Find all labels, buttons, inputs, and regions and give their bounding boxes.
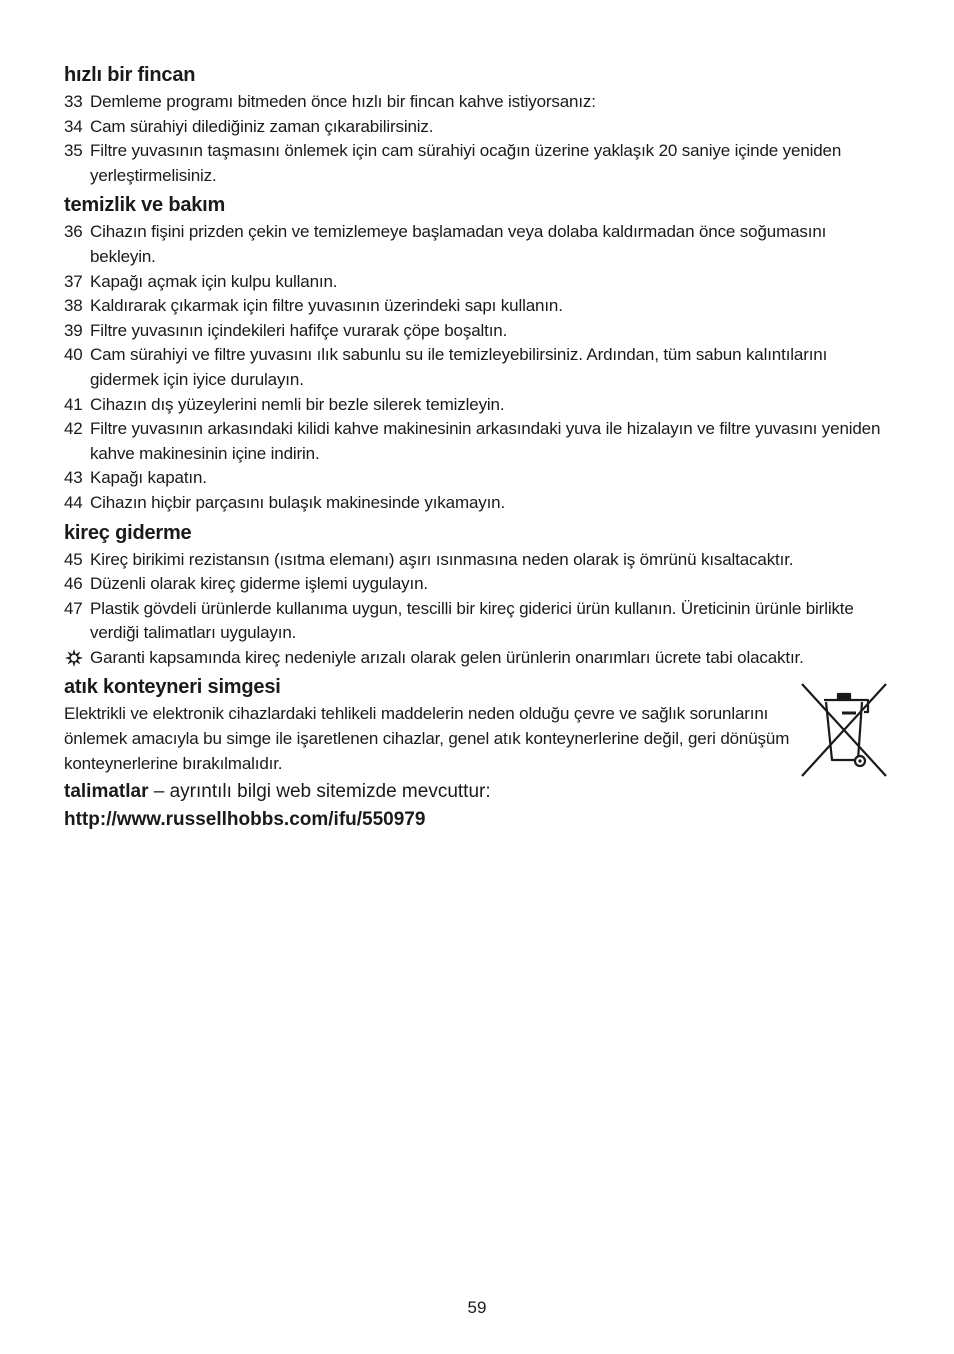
- section-quick-cup: [64, 60, 894, 188]
- step-text: Cihazın hiçbir parçasını bulaşık makinesinde yıkamayın.: [90, 492, 506, 512]
- step-text: Kaldırarak çıkarmak için filtre yuvasının üzerindeki sapı kullanın.: [90, 296, 563, 316]
- list-item: [64, 90, 894, 115]
- step-text: Cihazın dış yüzeylerini nemli bir bezle silerek temizleyin.: [90, 394, 505, 414]
- step-text: Filtre yuvasının arkasındaki kilidi kahve makinesinin arkasındaki yuva ile hizalayın ve filtre yuvasını yeniden kahve makinesinin içine indirin.: [90, 419, 881, 463]
- step-text: Cam sürahiyi ve filtre yuvasını ılık sabunlu su ile temizleyebilirsiniz. Ardından, tüm sabun kalıntılarını gidermek için iyice durulayın.: [90, 345, 828, 389]
- list-item: [64, 343, 894, 392]
- step-number: 41: [64, 394, 83, 414]
- step-text: Filtre yuvasının taşmasını önlemek için cam sürahiyi ocağın üzerine yaklaşık 20 saniye içinde yeniden yerleştirmelisiniz.: [90, 141, 842, 185]
- step-number: 37: [64, 271, 83, 291]
- step-text: Düzenli olarak kireç giderme işlemi uygulayın.: [90, 574, 428, 594]
- step-number: 44: [64, 492, 83, 512]
- instructions-label: talimatlar: [64, 781, 149, 803]
- step-text: Cam sürahiyi dilediğiniz zaman çıkarabilirsiniz.: [90, 116, 434, 136]
- list-item: [64, 646, 894, 671]
- list-item: [64, 319, 894, 344]
- step-text: Filtre yuvasının içindekileri hafifçe vurarak çöpe boşaltın.: [90, 320, 508, 340]
- waste-paragraph: Elektrikli ve elektronik cihazlardaki tehlikeli maddelerin neden olduğu çevre ve sağlık sorunlarını önlemek amacıyla bu simge ile işaretlenen cihazlar, genel atık konteynerlerine değil, geri dönüşüm konteynerlerine bırakılmalıdır.: [64, 704, 790, 773]
- step-number: 39: [64, 320, 83, 340]
- section-title: hızlı bir fincan: [64, 64, 196, 86]
- section-title: temizlik ve bakım: [64, 194, 226, 217]
- list-item: [64, 491, 894, 516]
- list-item: [64, 139, 894, 188]
- step-number: 35: [64, 141, 83, 161]
- step-list: [64, 220, 894, 515]
- step-text: Kireç birikimi rezistansın (ısıtma elemanı) aşırı ısınmasına neden olarak iş ömrünü kısaltacaktır.: [90, 549, 794, 569]
- instructions-text: – ayrıntılı bilgi web sitemizde mevcuttur:: [148, 781, 491, 803]
- list-item: [64, 466, 894, 491]
- instructions-url-link[interactable]: http://www.russellhobbs.com/ifu/550979: [64, 809, 426, 831]
- document-page: [64, 60, 894, 834]
- section-title: atık konteyneri simgesi: [64, 676, 281, 699]
- list-item: [64, 393, 894, 418]
- section-descaling: [64, 518, 894, 671]
- list-item: [64, 294, 894, 319]
- page-number: 59: [467, 1298, 487, 1317]
- star-burst-icon: [64, 648, 84, 668]
- list-item: [64, 220, 894, 269]
- list-item: [64, 270, 894, 295]
- step-number: 33: [64, 92, 83, 111]
- list-item: [64, 115, 894, 140]
- step-text: Cihazın fişini prizden çekin ve temizlemeye başlamadan veya dolaba kaldırmadan önce soğumasını bekleyin.: [90, 222, 827, 266]
- step-number: 46: [64, 574, 83, 594]
- step-list: [64, 90, 894, 188]
- step-text: Kapağı kapatın.: [90, 468, 207, 488]
- step-number: 45: [64, 549, 83, 569]
- section-waste-symbol: [64, 672, 894, 834]
- list-item: [64, 417, 894, 466]
- step-number: 38: [64, 296, 83, 316]
- step-text: Demleme programı bitmeden önce hızlı bir fincan kahve istiyorsanız:: [90, 92, 596, 111]
- step-number: 42: [64, 419, 83, 439]
- note-text: Garanti kapsamında kireç nedeniyle arızalı olarak gelen ürünlerin onarımları ücrete tabi olacaktır.: [90, 647, 804, 667]
- step-number: 47: [64, 598, 83, 618]
- list-item: [64, 572, 894, 597]
- step-number: 36: [64, 222, 83, 242]
- list-item: [64, 548, 894, 573]
- step-number: 43: [64, 468, 83, 488]
- step-number: 40: [64, 345, 83, 365]
- step-number: 34: [64, 116, 83, 136]
- section-cleaning: [64, 190, 894, 515]
- step-list: [64, 548, 894, 671]
- instructions-line: [64, 778, 894, 806]
- list-item: [64, 597, 894, 646]
- section-title: kireç giderme: [64, 521, 192, 544]
- crossed-out-wheelie-bin-icon: [798, 680, 890, 780]
- step-text: Plastik gövdeli ürünlerde kullanıma uygun, tescilli bir kireç giderici ürün kullanın. Üreticinin ürünle birlikte verdiği talimatları uygulayın.: [90, 598, 854, 643]
- step-text: Kapağı açmak için kulpu kullanın.: [90, 271, 338, 291]
